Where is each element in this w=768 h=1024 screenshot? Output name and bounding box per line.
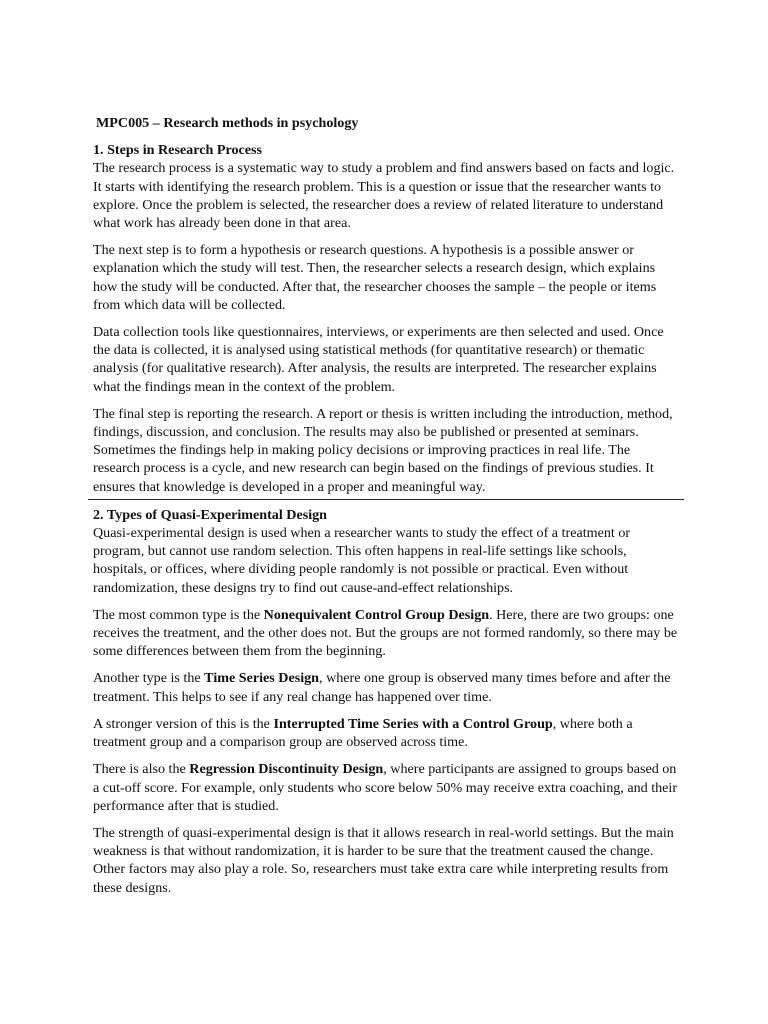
section-heading: 1. Steps in Research Process xyxy=(93,142,262,159)
section-divider xyxy=(88,499,684,500)
design-term: Time Series Design xyxy=(204,670,320,687)
paragraph: Data collection tools like questionnaires, interviews, or experiments are then selected and used. Once the data is collected, it is analysed using statistical methods (for quantitative research) or thematic analysis (for qualitative research). After analysis, the results are interpreted. The researcher explains what the findings mean in the context of the problem. xyxy=(93,324,664,395)
section-quasi-experimental xyxy=(93,506,679,897)
design-term: Interrupted Time Series with a Control Group xyxy=(273,715,553,732)
document-title: MPC005 – Research methods in psychology xyxy=(96,115,359,131)
paragraph-time-series xyxy=(93,669,679,705)
text: , where both a treatment group and a comparison group are observed across time. xyxy=(93,715,633,751)
design-term: Regression Discontinuity Design xyxy=(189,761,384,778)
text: , where participants are assigned to groups based on a cut-off score. For example, only students who score below 50% may receive extra coaching, and their performance after that is studied. xyxy=(93,761,678,814)
paragraph: The research process is a systematic way to study a problem and find answers based on facts and logic. It starts with identifying the research problem. This is a question or issue that the researcher wants to explore. Once the problem is selected, the researcher does a review of related literature to understand what work has already been done in that area. xyxy=(93,160,675,232)
text: Another type is the xyxy=(93,670,205,687)
document-page xyxy=(93,114,679,897)
text: , where one group is observed many times before and after the treatment. This helps to see if any real change has happened over time. xyxy=(93,670,671,705)
paragraph: The strength of quasi-experimental design is that it allows research in real-world settings. But the main weakness is that without randomization, it is harder to be sure that the treatment caused the change. Other factors may also play a role. So, researchers must take extra care while interpreting results from these designs. xyxy=(93,824,674,896)
text: There is also the xyxy=(93,761,190,778)
paragraph-nonequivalent xyxy=(93,606,679,661)
text: The most common type is the xyxy=(93,606,264,623)
paragraph: The final step is reporting the research. A report or thesis is written including the introduction, method, findings, discussion, and conclusion. The results may also be published or presented at seminars. Sometimes the findings help in making policy decisions or improving practices in real life. The research process is a cycle, and new research can begin based on the findings of previous studies. It ensures that knowledge is developed in a proper and meaningful way. xyxy=(93,405,673,495)
text: A stronger version of this is the xyxy=(93,715,274,732)
paragraph: The next step is to form a hypothesis or research questions. A hypothesis is a possible answer or explanation which the study will test. Then, the researcher selects a research design, which explains how the study will be conducted. After that, the researcher chooses the sample – the people or items from which data will be collected. xyxy=(93,242,657,313)
text: . Here, there are two groups: one receives the treatment, and the other does not. But the groups are not formed randomly, so there may be some differences between them from the beginning. xyxy=(93,606,678,660)
section-research-process xyxy=(93,141,679,496)
section-heading: 2. Types of Quasi-Experimental Design xyxy=(93,506,327,523)
paragraph-interrupted-time-series xyxy=(93,715,679,751)
paragraph: Quasi-experimental design is used when a researcher wants to study the effect of a treatment or program, but cannot use random selection. This often happens in real-life settings like schools, hospitals, or offices, where dividing people randomly is not possible or practical. Even without randomization, these designs try to find out cause-and-effect relationships. xyxy=(93,525,631,596)
design-term: Nonequivalent Control Group Design xyxy=(263,606,490,623)
paragraph-regression-discontinuity xyxy=(93,760,679,815)
